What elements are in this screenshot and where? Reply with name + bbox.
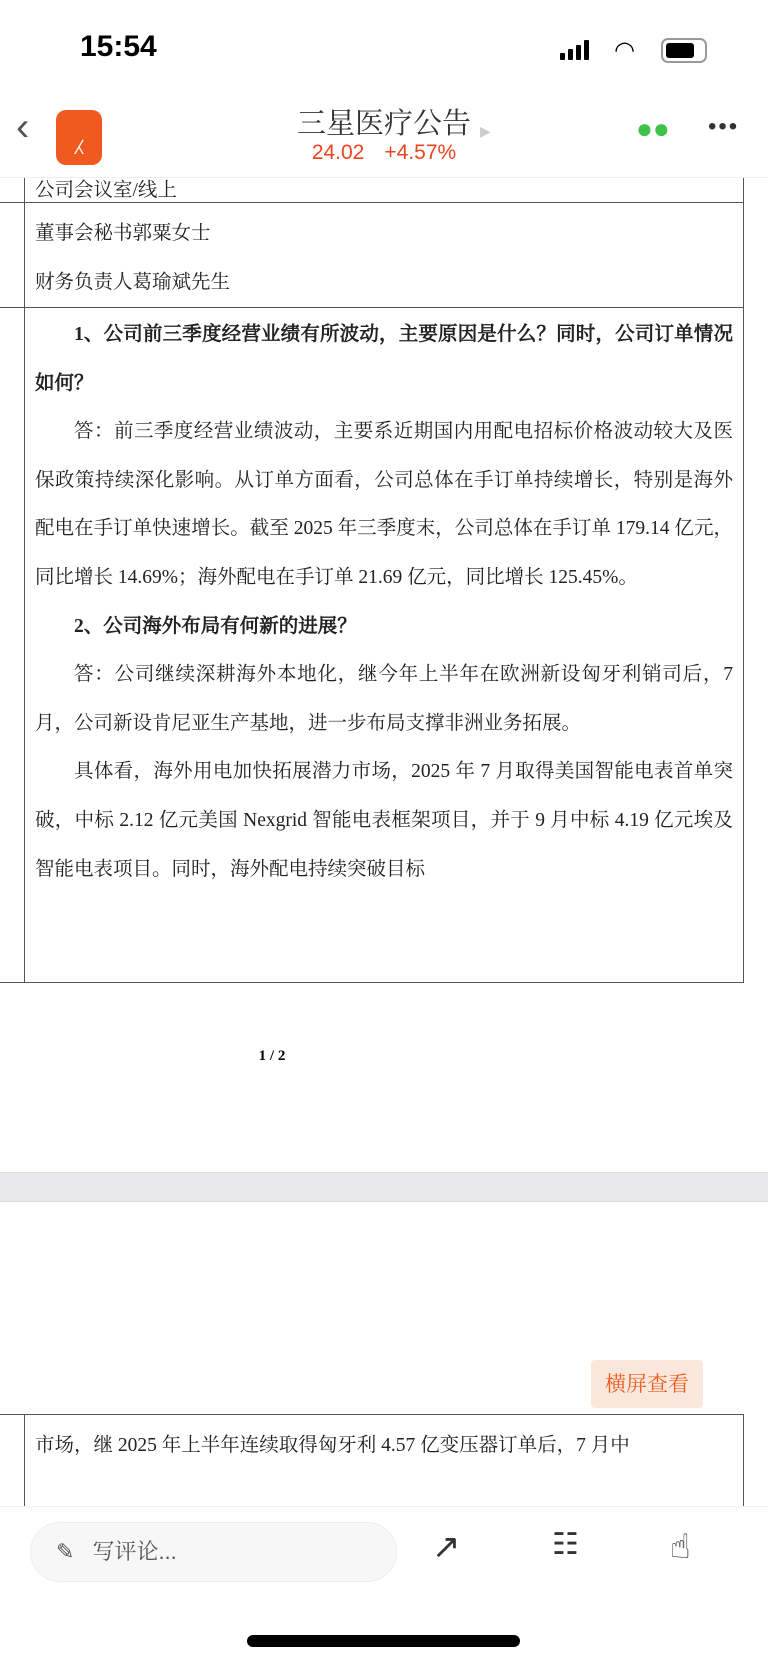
comment-placeholder: 写评论... xyxy=(92,1539,177,1564)
page-title[interactable]: 三星医疗公告 xyxy=(296,108,471,140)
question-1: 1、公司前三季度经营业绩有所波动，主要原因是什么？同时，公司订单情况如何？ xyxy=(35,324,733,394)
answer-1: 答：前三季度经营业绩波动，主要系近期国内用配电招标价格波动较大及医保政策持续深化影响。从订单方面看，公司总体在手订单持续增长，特别是海外配电在手订单快速增长。截至 2025 年三季度末，公司总体在手订单 179.14 亿元，同比增长 14.69%；海外配电在手订单 21.69 亿元，同比增长 125.45%。 xyxy=(35,421,733,588)
answer-2-detail: 具体看，海外用电加快拓展潜力市场，2025 年 7 月取得美国智能电表首单突破，中标 2.12 亿元美国 Nexgrid 智能电表框架项目，并于 9 月中标 4.19 亿元埃及智能电表项目。同时，海外配电持续突破目标 xyxy=(35,761,733,880)
person-text: 财务负责人葛瑜斌先生 xyxy=(35,271,231,293)
wifi-icon: ◠ xyxy=(614,37,635,64)
location-text: 公司会议室/线上 xyxy=(35,180,177,201)
stock-change: +4.57% xyxy=(384,141,457,164)
clock: 15:54 xyxy=(80,30,157,63)
more-icon[interactable]: ••• xyxy=(708,113,740,140)
person-text: 董事会秘书郭粟女士 xyxy=(35,223,211,244)
continued-text: 市场，继 2025 年上半年连续取得匈牙利 4.57 亿变压器订单后，7 月中 xyxy=(35,1435,630,1456)
table-cell-people xyxy=(24,202,744,307)
chevron-right-icon[interactable]: ▶ xyxy=(480,123,491,139)
landscape-view-button[interactable]: 横屏查看 xyxy=(591,1360,703,1408)
stock-price: 24.02 xyxy=(311,141,365,164)
pencil-icon: ✎ xyxy=(56,1539,75,1564)
status-bar xyxy=(0,0,768,95)
page-number: 1 / 2 xyxy=(258,1048,286,1064)
bottom-toolbar xyxy=(0,1506,768,1663)
battery-icon xyxy=(661,38,707,63)
question-2: 2、公司海外布局有何新的进展？ xyxy=(74,615,357,637)
comment-icon[interactable]: ☷ xyxy=(552,1528,579,1561)
table-cell-qa xyxy=(24,307,744,982)
answer-2: 答：公司继续深耕海外本地化，继今年上半年在欧洲新设匈牙利销司后，7 月，公司新设肯尼亚生产基地，进一步布局支撑非洲业务拓展。 xyxy=(35,664,733,734)
page-separator xyxy=(0,1172,768,1202)
table-bottom-border xyxy=(0,982,744,983)
home-indicator xyxy=(247,1635,520,1647)
app-logo[interactable]: ⁁ xyxy=(56,110,102,165)
nav-bar xyxy=(0,95,768,178)
signal-icon xyxy=(560,40,589,60)
share-icon[interactable]: ↗ xyxy=(432,1528,461,1566)
table-cell-continued xyxy=(24,1414,744,1514)
comment-input[interactable] xyxy=(30,1522,397,1582)
wechat-share-icon[interactable]: ●● xyxy=(636,113,670,144)
back-icon[interactable]: ‹ xyxy=(16,105,30,149)
like-icon[interactable]: ☝ xyxy=(670,1528,691,1566)
